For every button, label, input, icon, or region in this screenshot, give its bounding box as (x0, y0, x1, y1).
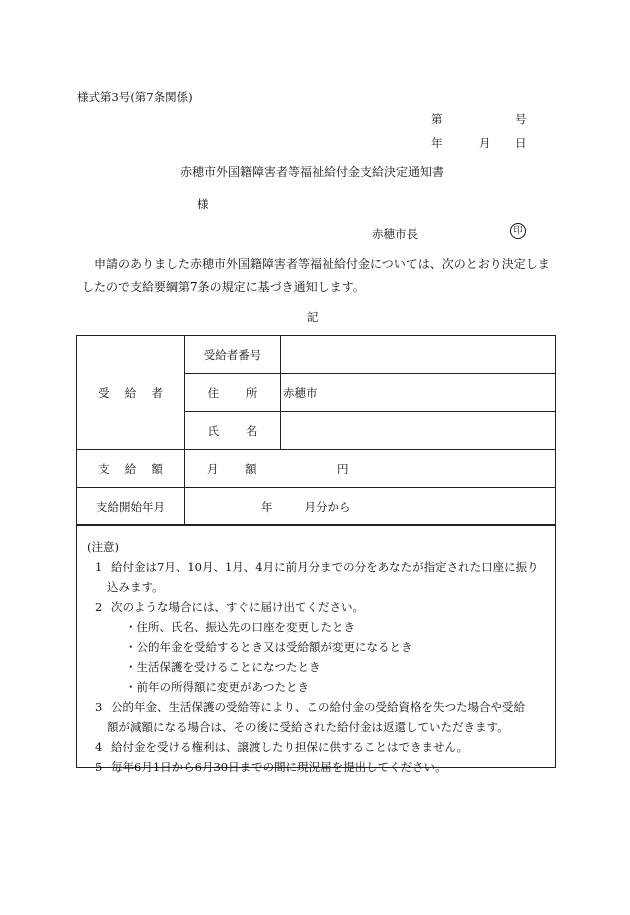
decision-table (76, 335, 556, 526)
note-number: 1 (95, 560, 103, 574)
recipient-number-value (281, 336, 556, 374)
amount-monthly-label: 月 額 (207, 461, 257, 476)
start-month-cell (185, 488, 556, 526)
issuer-name: 赤穂市長 (372, 227, 418, 241)
note-item-5 (87, 757, 545, 777)
recipient-number-label: 受給者番号 (185, 336, 281, 374)
note-item-3 (87, 697, 545, 717)
note-number: 5 (95, 760, 103, 774)
start-month-from: 月分から (304, 499, 351, 514)
amount-cell (185, 450, 556, 488)
body-line-1: 申請のありました赤穂市外国籍障害者等福祉給付金については、次のとおり決定しま (94, 257, 550, 271)
note-sub-item: ・住所、氏名、振込先の口座を変更したとき (125, 620, 355, 634)
addressee-sama: 様 (197, 197, 209, 211)
note-sub-item: ・前年の所得額に変更があつたとき (125, 680, 309, 694)
ki-heading: 記 (307, 310, 319, 324)
name-value (281, 412, 556, 450)
body-line-2: したので支給要綱第7条の規定に基づき通知します。 (82, 280, 365, 294)
note-text: 毎年6月1日から6月30日までの間に現況届を提出してください。 (111, 760, 447, 774)
note-item-2 (87, 597, 545, 617)
form-number: 様式第3号(第7条関係) (77, 90, 193, 104)
document-number-prefix: 第 (431, 112, 443, 126)
note-item-1 (87, 557, 545, 577)
seal-stamp-icon: 印 (510, 223, 526, 239)
start-month-label: 支給開始年月 (77, 488, 185, 526)
notes-box (76, 524, 556, 774)
amount-unit: 円 (337, 461, 349, 476)
note-number: 3 (95, 700, 103, 714)
amount-label: 支 給 額 (77, 450, 185, 488)
notes-heading: (注意) (87, 540, 119, 554)
table-row (77, 488, 556, 526)
table-row (77, 336, 556, 374)
address-value: 赤穂市 (281, 374, 556, 412)
note-sub-item: ・生活保護を受けることになつたとき (125, 660, 321, 674)
note-text: 次のような場合には、すぐに届け出てください。 (111, 600, 364, 614)
document-title: 赤穂市外国籍障害者等福祉給付金支給決定通知書 (180, 165, 445, 179)
note-number: 4 (95, 740, 103, 754)
note-item-1-continuation: 込みます。 (107, 580, 164, 594)
table-row (77, 450, 556, 488)
date-month-label: 月 (479, 136, 491, 150)
date-day-label: 日 (515, 136, 527, 150)
note-text: 給付金を受ける権利は、譲渡したり担保に供することはできません。 (111, 740, 469, 754)
note-text: 公的年金、生活保護の受給等により、この給付金の受給資格を失つた場合や受給 (111, 700, 525, 714)
note-sub-item: ・公的年金を受給するとき又は受給額が変更になるとき (125, 640, 413, 654)
document-number-suffix: 号 (515, 112, 527, 126)
date-year-label: 年 (431, 136, 443, 150)
note-item-4 (87, 737, 545, 757)
address-label: 住 所 (185, 374, 281, 412)
recipient-label: 受 給 者 (77, 336, 185, 450)
note-item-3-continuation: 額が減額になる場合は、その後に受給された給付金は返還していただきます。 (107, 720, 509, 734)
name-label: 氏 名 (185, 412, 281, 450)
body-paragraph (82, 253, 552, 299)
start-year-label: 年 (261, 499, 273, 514)
note-text: 給付金は7月、10月、1月、4月に前月分までの分をあなたが指定された口座に振り (111, 560, 539, 574)
note-number: 2 (95, 600, 103, 614)
